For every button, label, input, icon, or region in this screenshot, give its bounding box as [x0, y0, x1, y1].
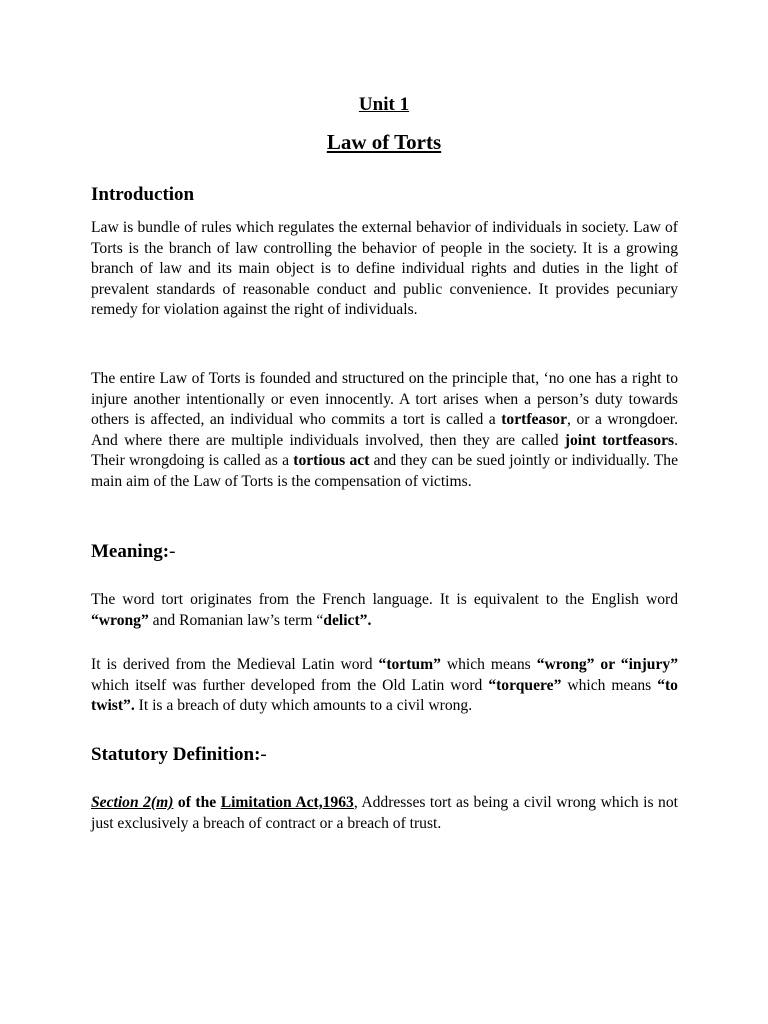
statutory-definition-heading	[91, 744, 267, 766]
section-reference: Section 2(m)	[91, 794, 174, 811]
term-joint-tortfeasors: joint tortfeasors	[564, 431, 675, 449]
text-run: which itself was further developed from the Old Latin word	[91, 676, 489, 694]
text-run: of the	[173, 794, 221, 811]
term-wrong-or-injury: “wrong” or “injury”	[536, 656, 678, 673]
heading-suffix: -	[260, 744, 267, 765]
term-delict: delict”.	[323, 611, 372, 629]
text-run: , Addresses tort as being a civil wrong which is not just exclusively a breach of contract or a breach of trust.	[91, 794, 678, 832]
text-run: The word tort originates from the French language. It is equivalent to the English word	[91, 591, 678, 608]
introduction-paragraph-1: Law is bundle of rules which regulates the external behavior of individuals in society. Law of Torts is the branch of law controlling the behavior of people in the society. It is a growing branch of law and its main object is to define individual rights and duties in the light of prevalent standards of reasonable conduct and public convenience. It provides pecuniary remedy for violation against the right of individuals.	[91, 219, 678, 319]
act-reference: Limitation Act,1963	[220, 794, 354, 811]
statutory-heading-text: Statutory Definition:	[91, 744, 261, 765]
text-run: which means	[561, 676, 658, 694]
heading-suffix: -	[169, 541, 176, 562]
meaning-heading	[91, 541, 175, 563]
text-run: and Romanian law’s term “	[148, 611, 324, 629]
term-torquere: “torquere”	[488, 676, 562, 694]
text-run: . Their wrongdoing is called as a	[91, 431, 678, 470]
statutory-paragraph	[91, 793, 678, 834]
text-run: which means	[440, 656, 537, 673]
introduction-paragraph-2	[91, 369, 678, 493]
page-title: Law of Torts	[326, 130, 442, 154]
text-run: It is a breach of duty which amounts to a civil wrong.	[134, 697, 473, 715]
text-run: The entire Law of Torts is founded and structured on the principle that, ‘no one has a right to injure another intentionally or even innocently. A tort arises when a person’s duty towards others is affected, an individual who commits a tort is called a	[91, 370, 678, 429]
meaning-paragraph-2	[91, 655, 678, 717]
meaning-heading-text: Meaning:	[91, 541, 170, 562]
term-to-twist: “to twist”.	[91, 676, 678, 715]
unit-heading: Unit 1	[358, 94, 410, 115]
term-tortious-act: tortious act	[293, 452, 370, 470]
introduction-heading: Introduction	[91, 184, 195, 205]
text-run: and they can be sued jointly or individually. The main aim of the Law of Torts is the compensation of victims.	[91, 452, 678, 490]
term-wrong: “wrong”	[91, 611, 149, 629]
meaning-paragraph-1	[91, 590, 678, 631]
text-run: , or a wrongdoer. And where there are multiple individuals involved, then they are called	[91, 411, 678, 449]
text-run: It is derived from the Medieval Latin word	[91, 656, 379, 673]
term-tortum: “tortum”	[378, 656, 441, 673]
term-tortfeasor: tortfeasor	[501, 411, 568, 429]
